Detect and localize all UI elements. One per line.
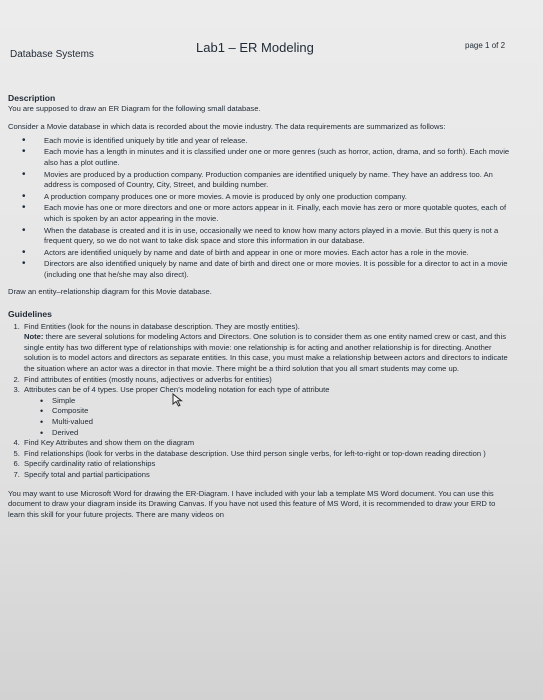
note-text: there are several solutions for modeling Actors and Directors. One solution is to consider them as one entity named crew or cast, and this single entity has two different type of relationships with movie: one relationship is for acting and another relationship is for directing. Another solution is to model actors and directors as separate entities. In this case, you must make a relationship between actors and directors to indicate the situation where an actor was a director in that movie. There might be a third solution that you all smart students may come up. bbox=[24, 332, 508, 374]
page-number: page 1 of 2 bbox=[465, 41, 506, 50]
course-name: Database Systems bbox=[10, 49, 94, 60]
document-title: Lab1 – ER Modeling bbox=[196, 40, 314, 55]
list-item bbox=[22, 385, 514, 438]
list-item: • Each movie has one or more directors and one or more actors appear in it. Finally, each movie has zero or more quotable quotes, each of which is spoken by an actor appearing in the movie. bbox=[44, 203, 514, 224]
description-heading: Description bbox=[8, 93, 56, 103]
list-item: • Directors are also identified uniquely by name and date of birth and direct one or more movies. It is possible for a director to act in a movie (including one that he/she may also direct). bbox=[44, 259, 514, 280]
guidelines-heading: Guidelines bbox=[8, 309, 52, 320]
list-item bbox=[22, 322, 514, 375]
note-label: Note: bbox=[24, 332, 44, 342]
list-item: 4. Find Key Attributes and show them on the diagram bbox=[22, 438, 514, 449]
mouse-cursor-icon bbox=[172, 393, 184, 407]
guideline-text: Attributes can be of 4 types. Use proper Chen’s modeling notation for each type of attribute bbox=[24, 385, 330, 395]
list-item: • Each movie is identified uniquely by title and year of release. bbox=[44, 136, 514, 147]
guideline-text: Find Entities (look for the nouns in database description. They are mostly entities). bbox=[24, 321, 300, 331]
list-item: 2. Find attributes of entities (mostly nouns, adjectives or adverbs for entities) bbox=[22, 375, 514, 386]
list-item: • Each movie has a length in minutes and it is classified under one or more genres (such as horror, action, drama, and so forth). Each movie also has a plot outline. bbox=[44, 147, 514, 168]
list-item: 7. Specify total and partial participations bbox=[22, 470, 514, 481]
list-item: 5. Find relationships (look for verbs in the database description. Use third person single verbs, for left-to-right or top-down reading direction ) bbox=[22, 449, 514, 460]
attribute-type: • Multi-valued bbox=[52, 417, 514, 428]
attribute-type: • Composite bbox=[52, 406, 514, 417]
list-item: • A production company produces one or more movies. A movie is produced by only one production company. bbox=[44, 192, 514, 203]
list-item: • Actors are identified uniquely by name and date of birth and appear in one or more movies. Each actor has a role in the movie. bbox=[44, 248, 514, 259]
list-item: • Movies are produced by a production company. Production companies are identified uniquely by name. They have an address too. An address is composed of Country, City, Street, and building number. bbox=[44, 170, 514, 191]
attribute-types-list bbox=[24, 396, 514, 438]
description-consider: Consider a Movie database in which data is recorded about the movie industry. The data requirements are summarized as follows: bbox=[8, 122, 446, 132]
task-statement: Draw an entity–relationship diagram for this Movie database. bbox=[8, 286, 212, 296]
document-body bbox=[8, 93, 514, 520]
list-item: 6. Specify cardinality ratio of relationships bbox=[22, 459, 514, 470]
closing-paragraph: You may want to use Microsoft Word for drawing the ER-Diagram. I have included with your lab a template MS Word document. You can use this document to draw your diagram inside its Drawing Canvas. If you have not used this feature of MS Word, it is recommended to draw your ERD to learn this skill for your future projects. There are many videos on bbox=[8, 488, 496, 519]
list-item: • When the database is created and it is in use, occasionally we need to know how many actors played in a movie. But this query is not a frequent query, so we do not want to take disk space and store this information in our database. bbox=[44, 226, 514, 247]
guidelines-list bbox=[8, 322, 514, 481]
attribute-type: • Simple bbox=[52, 396, 514, 407]
description-intro: You are supposed to draw an ER Diagram for the following small database. bbox=[8, 103, 261, 113]
requirements-list bbox=[8, 136, 514, 281]
attribute-type: • Derived bbox=[52, 428, 514, 439]
